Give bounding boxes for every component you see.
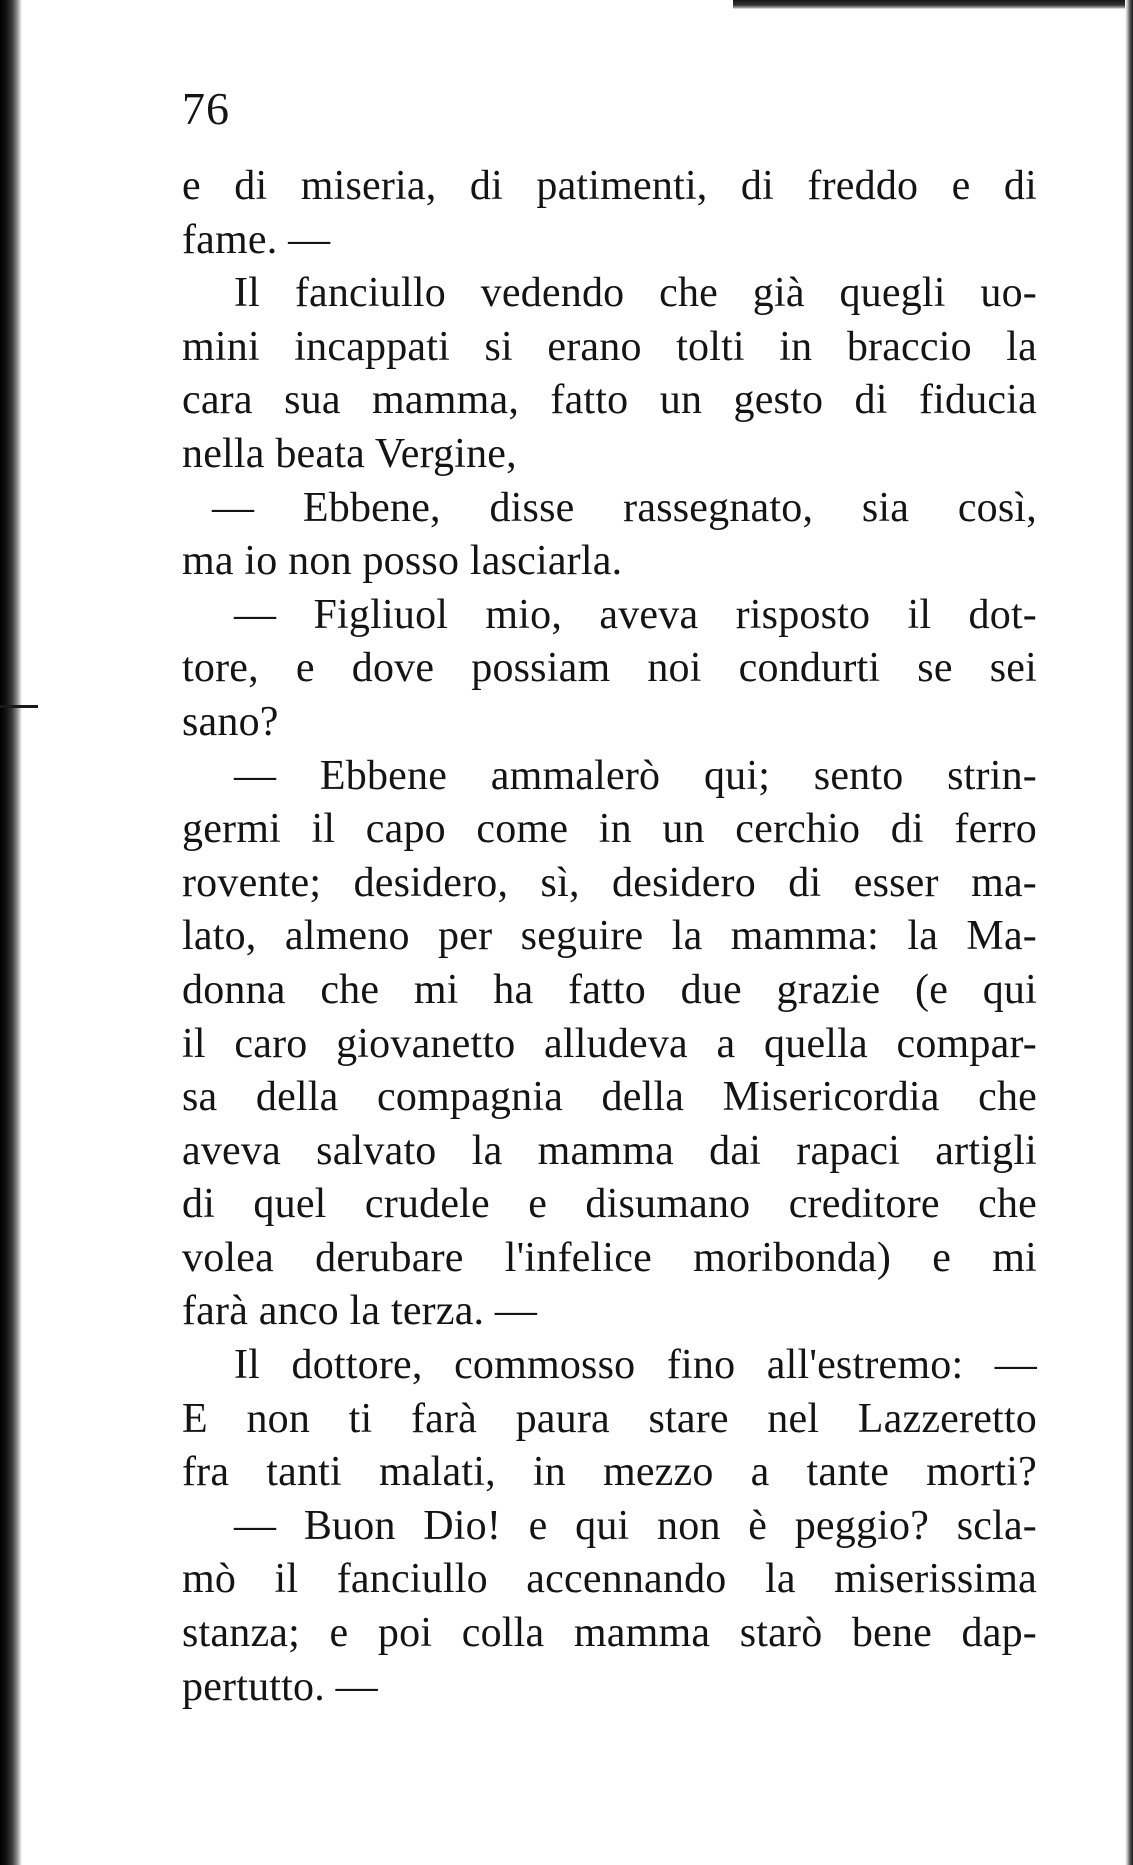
text-line: farà anco la terza. — bbox=[182, 1288, 538, 1335]
binding-mark bbox=[0, 705, 38, 708]
text-line: rovente; desidero, sì, desidero di esser ma- bbox=[182, 859, 1037, 906]
text-line: nella beata Vergine, bbox=[182, 430, 517, 477]
text-line: fame. — bbox=[182, 216, 331, 263]
body-text bbox=[182, 160, 1037, 1714]
text-line: — Buon Dio! e qui non è peggio? scla- bbox=[234, 1502, 1037, 1549]
text-line: lato, almeno per seguire la mamma: la Ma- bbox=[182, 913, 1037, 960]
text-line: Il dottore, commosso fino all'estremo: — bbox=[234, 1342, 1037, 1389]
text-line: pertutto. — bbox=[182, 1663, 378, 1710]
text-line: mini incappati si erano tolti in braccio la bbox=[182, 323, 1037, 370]
text-line: germi il capo come in un cerchio di ferro bbox=[182, 806, 1037, 853]
text-line: di quel crudele e disumano creditore che bbox=[182, 1181, 1037, 1228]
text-line: cara sua mamma, fatto un gesto di fiducia bbox=[182, 377, 1037, 424]
text-line: aveva salvato la mamma dai rapaci artigli bbox=[182, 1127, 1037, 1174]
right-edge-shadow bbox=[1125, 0, 1133, 1865]
text-line: — Ebbene ammalerò qui; sento strin- bbox=[234, 752, 1037, 799]
text-line: stanza; e poi colla mamma starò bene dap- bbox=[182, 1610, 1037, 1657]
text-line: E non ti farà paura stare nel Lazzeretto bbox=[182, 1395, 1037, 1442]
text-line: tore, e dove possiam noi condurti se sei bbox=[182, 645, 1037, 692]
text-line: il caro giovanetto alludeva a quella compar- bbox=[182, 1020, 1037, 1067]
page-binding-shadow bbox=[0, 0, 22, 1865]
text-line: — Figliuol mio, aveva risposto il dot- bbox=[234, 591, 1037, 638]
top-edge-shadow bbox=[733, 0, 1133, 9]
text-line: sa della compagnia della Misericordia che bbox=[182, 1074, 1037, 1121]
page-number: 76 bbox=[182, 83, 230, 134]
text-line: Il fanciullo vedendo che già quegli uo- bbox=[234, 270, 1037, 317]
text-line: ma io non posso lasciarla. bbox=[182, 538, 623, 585]
text-line: volea derubare l'infelice moribonda) e mi bbox=[182, 1234, 1037, 1281]
text-line: — Ebbene, disse rassegnato, sia così, bbox=[212, 484, 1037, 531]
text-line: sano? bbox=[182, 698, 279, 745]
text-line: fra tanti malati, in mezzo a tante morti? bbox=[182, 1449, 1037, 1496]
text-line: mò il fanciullo accennando la miserissima bbox=[182, 1556, 1037, 1603]
text-line: e di miseria, di patimenti, di freddo e di bbox=[182, 163, 1037, 209]
text-line: donna che mi ha fatto due grazie (e qui bbox=[182, 966, 1037, 1013]
